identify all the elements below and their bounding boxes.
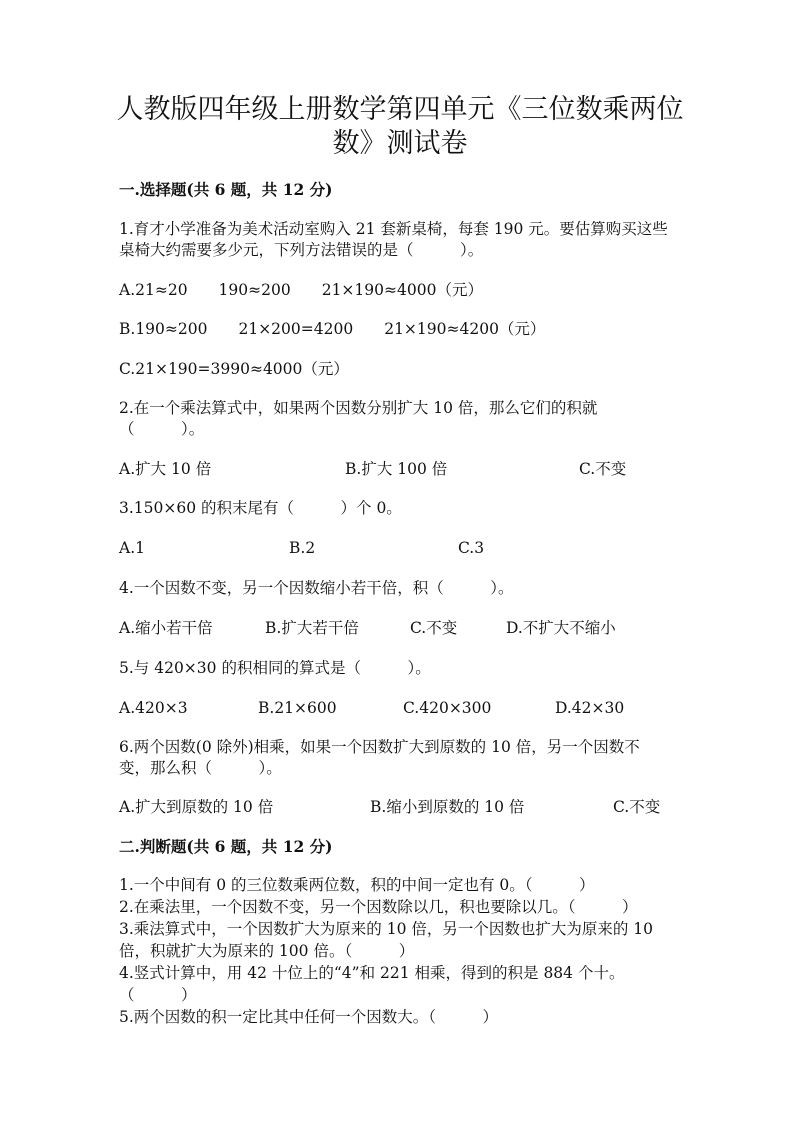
section-heading-choice: 一.选择题(共 6 题，共 12 分) [119, 180, 333, 199]
question-2-line-1: 2.在一个乘法算式中，如果两个因数分别扩大 10 倍，那么它们的积就 [119, 399, 598, 417]
question-6-line-1: 6.两个因数(0 除外)相乘，如果一个因数扩大到原数的 10 倍，另一个因数不 [119, 738, 640, 756]
question-1-option-b: B.190≈200 21×200=4200 21×190≈4200（元） [119, 320, 546, 338]
question-6-option-c: C.不变 [613, 798, 661, 816]
question-6-line-2: 变，那么积（ ）。 [119, 759, 282, 777]
question-5-option-c: C.420×300 [403, 699, 492, 717]
page-title [0, 93, 800, 161]
question-4-option-c: C.不变 [410, 619, 458, 637]
question-3-option-b: B.2 [289, 539, 316, 557]
question-2-option-b: B.扩大 100 倍 [345, 460, 448, 478]
judgement-line-2: 2.在乘法里，一个因数不变，另一个因数除以几，积也要除以几。（ ） [119, 898, 638, 916]
question-3-option-a: A.1 [119, 539, 145, 557]
question-4-option-d: D.不扩大不缩小 [506, 619, 616, 637]
question-4-line-1: 4.一个因数不变，另一个因数缩小若干倍，积（ ）。 [119, 579, 514, 597]
judgement-line-6: （ ） [119, 986, 197, 1004]
question-5-option-d: D.42×30 [555, 699, 625, 717]
section-heading-judgement: 二.判断题(共 6 题，共 12 分) [119, 837, 333, 856]
judgement-line-3: 3.乘法算式中，一个因数扩大为原来的 10 倍，另一个因数也扩大为原来的 10 [119, 920, 654, 938]
question-3-option-c: C.3 [458, 539, 485, 557]
question-1-line-1: 1.育才小学准备为美术活动室购入 21 套新桌椅，每套 190 元。要估算购买这些 [119, 220, 668, 238]
question-1-line-2: 桌椅大约需要多少元，下列方法错误的是（ ）。 [119, 241, 484, 259]
question-1-option-c: C.21×190=3990≈4000（元） [119, 360, 349, 378]
title-line-1: 人教版四年级上册数学第四单元《三位数乘两位 [116, 94, 684, 125]
question-4-option-a: A.缩小若干倍 [119, 619, 213, 637]
judgement-line-7: 5.两个因数的积一定比其中任何一个因数大。（ ） [119, 1008, 499, 1026]
question-5-line-1: 5.与 420×30 的积相同的算式是（ ）。 [119, 659, 431, 677]
question-2-option-c: C.不变 [579, 460, 627, 478]
question-4-option-b: B.扩大若干倍 [265, 619, 359, 637]
question-6-option-a: A.扩大到原数的 10 倍 [119, 798, 274, 816]
question-5-option-b: B.21×600 [258, 699, 337, 717]
question-6-option-b: B.缩小到原数的 10 倍 [370, 798, 525, 816]
question-1-option-a: A.21≈20 190≈200 21×190≈4000（元） [119, 281, 483, 299]
title-line-2: 数》测试卷 [332, 128, 468, 159]
question-3-line-1: 3.150×60 的积末尾有（ ）个 0。 [119, 499, 402, 517]
judgement-line-5: 4.竖式计算中，用 42 十位上的“4”和 221 相乘，得到的积是 884 个十。 [119, 964, 625, 982]
judgement-line-4: 倍，积就扩大为原来的 100 倍。（ ） [119, 942, 415, 960]
judgement-line-1: 1.一个中间有 0 的三位数乘两位数，积的中间一定也有 0。（ ） [119, 876, 595, 894]
question-5-option-a: A.420×3 [119, 699, 188, 717]
question-2-line-2: （ ）。 [119, 420, 205, 438]
question-2-option-a: A.扩大 10 倍 [119, 460, 212, 478]
